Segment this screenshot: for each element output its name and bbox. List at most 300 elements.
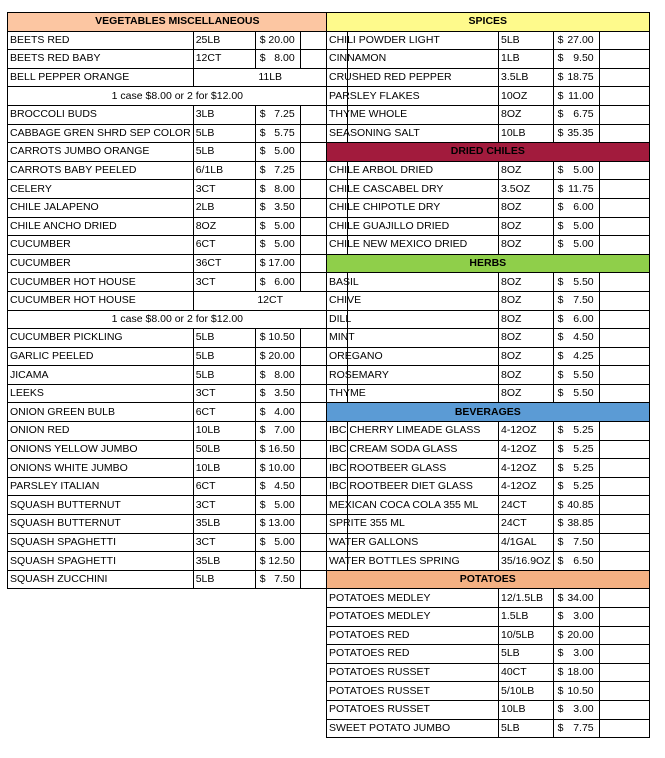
item-size: 5/10LB xyxy=(499,682,554,701)
item-price xyxy=(553,124,599,143)
empty-cell xyxy=(599,366,649,385)
item-row xyxy=(8,124,348,143)
empty-cell xyxy=(599,384,649,403)
price-value xyxy=(258,199,298,216)
item-name: OREGANO xyxy=(327,347,499,366)
price-amount: 7.25 xyxy=(274,108,295,121)
currency-sign: $ xyxy=(259,535,266,548)
price-value xyxy=(556,608,597,625)
empty-cell xyxy=(599,198,649,217)
item-name: GARLIC PEELED xyxy=(8,347,194,366)
item-price xyxy=(553,68,599,87)
empty-cell xyxy=(599,291,649,310)
empty-cell xyxy=(599,87,649,106)
item-price xyxy=(255,422,300,441)
price-value xyxy=(556,701,597,718)
price-amount: 20.00 xyxy=(268,349,295,362)
price-value xyxy=(556,32,597,49)
empty-cell xyxy=(599,589,649,608)
empty-cell xyxy=(599,626,649,645)
item-name: BROCCOLI BUDS xyxy=(8,105,194,124)
price-amount: 7.50 xyxy=(573,535,594,548)
item-row xyxy=(327,180,650,199)
item-row xyxy=(327,440,650,459)
currency-sign: $ xyxy=(557,424,564,437)
item-name: THYME xyxy=(327,384,499,403)
empty-cell xyxy=(599,533,649,552)
price-amount: 4.00 xyxy=(274,405,295,418)
currency-sign: $ xyxy=(259,331,266,344)
price-value xyxy=(258,515,298,532)
item-name: IBC CREAM SODA GLASS xyxy=(327,440,499,459)
currency-sign: $ xyxy=(557,628,564,641)
item-name: THYME WHOLE xyxy=(327,105,499,124)
item-size: 8OZ xyxy=(499,329,554,348)
item-price xyxy=(553,87,599,106)
item-name: CARROTS JUMBO ORANGE xyxy=(8,143,194,162)
price-amount: 6.00 xyxy=(573,312,594,325)
price-amount: 5.50 xyxy=(573,368,594,381)
price-amount: 7.50 xyxy=(573,294,594,307)
empty-cell xyxy=(599,422,649,441)
bev-section-header-row xyxy=(327,403,650,422)
item-row xyxy=(327,87,650,106)
item-row xyxy=(327,552,650,571)
price-amount: 5.25 xyxy=(573,461,594,474)
item-row xyxy=(327,105,650,124)
empty-cell xyxy=(599,719,649,738)
item-name: LEEKS xyxy=(8,384,194,403)
item-row xyxy=(327,682,650,701)
item-price xyxy=(255,236,300,255)
price-amount: 11.75 xyxy=(568,182,594,195)
price-amount: 11.00 xyxy=(568,89,594,102)
potatoes-section-header: POTATOES xyxy=(327,570,650,589)
price-amount: 5.75 xyxy=(274,126,295,139)
price-amount: 18.00 xyxy=(567,666,594,679)
item-size: 10LB xyxy=(193,459,255,478)
empty-cell xyxy=(599,105,649,124)
item-name: CINNAMON xyxy=(327,50,499,69)
item-name: POTATOES MEDLEY xyxy=(327,608,499,627)
empty-cell xyxy=(599,329,649,348)
item-size: 4-12OZ xyxy=(499,422,554,441)
item-name: IBC CHERRY LIMEADE GLASS xyxy=(327,422,499,441)
currency-sign: $ xyxy=(259,164,266,177)
price-amount: 9.50 xyxy=(573,52,594,65)
item-price xyxy=(553,161,599,180)
currency-sign: $ xyxy=(259,573,266,586)
currency-sign: $ xyxy=(259,126,266,139)
item-row xyxy=(8,291,348,310)
item-price xyxy=(553,496,599,515)
price-amount: 3.00 xyxy=(573,703,594,716)
item-price xyxy=(255,515,300,534)
currency-sign: $ xyxy=(259,442,266,455)
item-size: 3CT xyxy=(193,533,255,552)
price-amount: 6.00 xyxy=(573,201,594,214)
item-price xyxy=(553,645,599,664)
item-row xyxy=(8,217,348,236)
item-row xyxy=(327,719,650,738)
item-row xyxy=(8,440,348,459)
potatoes-section-header-row xyxy=(327,570,650,589)
item-name: DILL xyxy=(327,310,499,329)
price-value xyxy=(258,236,298,253)
currency-sign: $ xyxy=(259,480,266,493)
item-name: WATER BOTTLES SPRING xyxy=(327,552,499,571)
price-amount: 5.50 xyxy=(573,387,594,400)
item-price xyxy=(553,347,599,366)
currency-sign: $ xyxy=(259,275,266,288)
price-amount: 10.50 xyxy=(567,684,594,697)
currency-sign: $ xyxy=(557,498,564,511)
price-value xyxy=(258,348,298,365)
item-size: 5LB xyxy=(193,329,255,348)
item-row xyxy=(327,50,650,69)
item-row xyxy=(327,347,650,366)
empty-cell xyxy=(599,645,649,664)
item-size: 5LB xyxy=(193,570,255,589)
item-row xyxy=(8,366,348,385)
item-row xyxy=(8,105,348,124)
item-size: 5LB xyxy=(499,645,554,664)
price-value xyxy=(556,88,597,105)
item-size: 10/5LB xyxy=(499,626,554,645)
item-size: 8OZ xyxy=(499,161,554,180)
item-price xyxy=(553,533,599,552)
item-price xyxy=(553,700,599,719)
dried-section-header-row xyxy=(327,143,650,162)
currency-sign: $ xyxy=(557,368,564,381)
item-size: 8OZ xyxy=(499,105,554,124)
spices-beverages-potatoes-table xyxy=(326,12,650,738)
price-amount: 6.75 xyxy=(573,108,594,121)
currency-sign: $ xyxy=(259,52,266,65)
currency-sign: $ xyxy=(259,257,266,270)
currency-sign: $ xyxy=(557,126,564,139)
currency-sign: $ xyxy=(557,535,564,548)
empty-cell xyxy=(599,50,649,69)
currency-sign: $ xyxy=(557,201,564,214)
item-price xyxy=(553,663,599,682)
item-name: ONION GREEN BULB xyxy=(8,403,194,422)
price-value xyxy=(556,515,597,532)
item-price xyxy=(553,552,599,571)
price-value xyxy=(556,441,597,458)
item-name: SQUASH SPAGHETTI xyxy=(8,533,194,552)
vegetables-misc-table xyxy=(7,12,348,589)
price-amount: 5.00 xyxy=(573,238,594,251)
item-size: 2LB xyxy=(193,198,255,217)
price-value xyxy=(556,478,597,495)
item-size: 8OZ xyxy=(499,236,554,255)
item-size: 10OZ xyxy=(499,87,554,106)
price-value xyxy=(556,590,597,607)
price-amount: 5.50 xyxy=(573,275,594,288)
price-value xyxy=(556,311,597,328)
herbs-section-header: HERBS xyxy=(327,254,650,273)
item-price xyxy=(553,515,599,534)
item-row xyxy=(327,533,650,552)
item-name: POTATOES MEDLEY xyxy=(327,589,499,608)
price-amount: 40.85 xyxy=(567,498,594,511)
empty-cell xyxy=(599,347,649,366)
item-name: POTATOES RUSSET xyxy=(327,682,499,701)
item-price xyxy=(553,719,599,738)
item-size: 35/16.9OZ xyxy=(499,552,554,571)
price-amount: 6.50 xyxy=(573,554,594,567)
empty-cell xyxy=(599,31,649,50)
item-row xyxy=(327,366,650,385)
currency-sign: $ xyxy=(259,554,266,567)
item-size: 3CT xyxy=(193,384,255,403)
currency-sign: $ xyxy=(557,33,564,46)
item-price xyxy=(553,422,599,441)
item-name: SWEET POTATO JUMBO xyxy=(327,719,499,738)
empty-cell xyxy=(599,124,649,143)
price-value xyxy=(258,125,298,142)
item-size: 6CT xyxy=(193,236,255,255)
currency-sign: $ xyxy=(259,387,266,400)
currency-sign: $ xyxy=(557,182,564,195)
price-value xyxy=(556,422,597,439)
item-name: IBC ROOTBEER DIET GLASS xyxy=(327,477,499,496)
price-value xyxy=(258,385,298,402)
item-size: 5LB xyxy=(193,143,255,162)
item-size: 1LB xyxy=(499,50,554,69)
price-amount: 13.00 xyxy=(268,517,295,530)
item-name: SQUASH ZUCCHINI xyxy=(8,570,194,589)
price-amount: 3.50 xyxy=(274,387,295,400)
item-name: BASIL xyxy=(327,273,499,292)
item-price xyxy=(255,143,300,162)
item-size: 8OZ xyxy=(499,198,554,217)
empty-cell xyxy=(599,310,649,329)
price-value xyxy=(556,162,597,179)
item-price xyxy=(553,682,599,701)
item-price xyxy=(553,626,599,645)
price-value xyxy=(258,162,298,179)
item-name: SQUASH SPAGHETTI xyxy=(8,552,194,571)
price-value xyxy=(556,50,597,67)
item-name: CABBAGE GREN SHRD SEP COLOR xyxy=(8,124,194,143)
item-price xyxy=(553,105,599,124)
price-value xyxy=(556,553,597,570)
price-value xyxy=(556,385,597,402)
item-size: 3CT xyxy=(193,273,255,292)
price-amount: 17.00 xyxy=(268,257,295,270)
item-size: 6/1LB xyxy=(193,161,255,180)
price-value xyxy=(258,571,298,588)
item-price xyxy=(553,217,599,236)
item-name: PARSLEY ITALIAN xyxy=(8,477,194,496)
price-value xyxy=(556,534,597,551)
price-amount: 5.25 xyxy=(573,442,594,455)
item-row xyxy=(327,663,650,682)
price-amount: 27.00 xyxy=(567,33,594,46)
price-amount: 20.00 xyxy=(268,33,295,46)
item-price xyxy=(553,236,599,255)
item-name: CHILE ARBOL DRIED xyxy=(327,161,499,180)
price-value xyxy=(556,125,597,142)
price-value xyxy=(556,69,597,86)
item-price xyxy=(255,403,300,422)
item-row xyxy=(327,626,650,645)
vegetables-misc-header: VEGETABLES MISCELLANEOUS xyxy=(8,13,348,32)
item-size: 5LB xyxy=(499,719,554,738)
currency-sign: $ xyxy=(557,219,564,232)
item-row xyxy=(8,161,348,180)
price-value xyxy=(258,329,298,346)
item-size: 8OZ xyxy=(193,217,255,236)
price-amount: 3.00 xyxy=(573,610,594,623)
item-row xyxy=(327,68,650,87)
currency-sign: $ xyxy=(557,108,564,121)
price-value xyxy=(556,199,597,216)
vegetables-misc-header-row xyxy=(8,13,348,32)
item-row xyxy=(327,515,650,534)
item-price xyxy=(255,31,300,50)
item-size: 10LB xyxy=(193,422,255,441)
item-price xyxy=(255,161,300,180)
item-name: CHIVE xyxy=(327,291,499,310)
item-name: ROSEMARY xyxy=(327,366,499,385)
price-amount: 8.00 xyxy=(274,52,295,65)
currency-sign: $ xyxy=(557,312,564,325)
price-amount: 10.50 xyxy=(268,331,295,344)
item-price xyxy=(553,440,599,459)
item-price xyxy=(553,329,599,348)
item-price xyxy=(553,31,599,50)
item-size: 8OZ xyxy=(499,366,554,385)
item-row xyxy=(327,477,650,496)
item-row xyxy=(8,515,348,534)
empty-cell xyxy=(599,68,649,87)
item-size: 8OZ xyxy=(499,217,554,236)
price-amount: 38.85 xyxy=(567,517,594,530)
price-value xyxy=(556,106,597,123)
item-name: POTATOES RED xyxy=(327,645,499,664)
currency-sign: $ xyxy=(557,721,564,734)
item-size: 6CT xyxy=(193,403,255,422)
item-price xyxy=(255,533,300,552)
currency-sign: $ xyxy=(259,201,266,214)
item-row xyxy=(327,236,650,255)
item-price xyxy=(255,105,300,124)
price-value xyxy=(556,683,597,700)
item-row xyxy=(327,124,650,143)
price-amount: 10.00 xyxy=(268,461,295,474)
item-size: 8OZ xyxy=(499,273,554,292)
item-row xyxy=(8,477,348,496)
price-value xyxy=(556,720,597,737)
item-size: 24CT xyxy=(499,496,554,515)
currency-sign: $ xyxy=(259,145,266,158)
item-row xyxy=(8,347,348,366)
item-size: 25LB xyxy=(193,31,255,50)
empty-cell xyxy=(599,440,649,459)
item-row xyxy=(8,50,348,69)
item-name: CUCUMBER xyxy=(8,254,194,273)
price-value xyxy=(556,627,597,644)
currency-sign: $ xyxy=(557,442,564,455)
currency-sign: $ xyxy=(259,33,266,46)
price-value xyxy=(258,143,298,160)
item-size: 8OZ xyxy=(499,347,554,366)
bev-section-header: BEVERAGES xyxy=(327,403,650,422)
item-row xyxy=(8,310,348,329)
currency-sign: $ xyxy=(259,424,266,437)
price-amount: 5.00 xyxy=(274,498,295,511)
item-size: 12CT xyxy=(193,291,347,310)
item-name: IBC ROOTBEER GLASS xyxy=(327,459,499,478)
item-name: WATER GALLONS xyxy=(327,533,499,552)
currency-sign: $ xyxy=(557,703,564,716)
price-amount: 7.00 xyxy=(274,424,295,437)
price-amount: 5.00 xyxy=(274,145,295,158)
price-amount: 20.00 xyxy=(567,628,594,641)
item-row xyxy=(8,87,348,106)
item-row xyxy=(327,273,650,292)
item-name: CELERY xyxy=(8,180,194,199)
price-amount: 12.50 xyxy=(268,554,295,567)
item-size: 40CT xyxy=(499,663,554,682)
item-row xyxy=(8,384,348,403)
price-value xyxy=(258,255,298,272)
item-price xyxy=(255,254,300,273)
item-row xyxy=(8,329,348,348)
currency-sign: $ xyxy=(557,591,564,604)
item-name: MEXICAN COCA COLA 355 ML xyxy=(327,496,499,515)
price-value xyxy=(258,50,298,67)
item-name: CARROTS BABY PEELED xyxy=(8,161,194,180)
price-value xyxy=(258,441,298,458)
item-name: BEETS RED BABY xyxy=(8,50,194,69)
vegetables-misc-body xyxy=(8,13,348,589)
item-size: 12CT xyxy=(193,50,255,69)
item-name: CHILE NEW MEXICO DRIED xyxy=(327,236,499,255)
item-name: CUCUMBER xyxy=(8,236,194,255)
price-value xyxy=(556,367,597,384)
item-row xyxy=(327,217,650,236)
price-amount: 34.00 xyxy=(567,591,594,604)
item-size: 4/1GAL xyxy=(499,533,554,552)
price-value xyxy=(556,460,597,477)
item-size: 4-12OZ xyxy=(499,459,554,478)
item-size: 3LB xyxy=(193,105,255,124)
item-row xyxy=(8,273,348,292)
item-price xyxy=(255,552,300,571)
item-price xyxy=(255,124,300,143)
price-value xyxy=(258,32,298,49)
price-amount: 18.75 xyxy=(567,71,594,84)
item-size: 11LB xyxy=(193,68,347,87)
currency-sign: $ xyxy=(557,275,564,288)
price-amount: 8.00 xyxy=(274,182,295,195)
item-row xyxy=(327,310,650,329)
empty-cell xyxy=(599,180,649,199)
currency-sign: $ xyxy=(259,108,266,121)
price-value xyxy=(258,367,298,384)
item-price xyxy=(255,496,300,515)
spices-section-header-row xyxy=(327,13,650,32)
item-name: PARSLEY FLAKES xyxy=(327,87,499,106)
price-value xyxy=(258,553,298,570)
item-size: 6CT xyxy=(193,477,255,496)
item-price xyxy=(255,459,300,478)
price-value xyxy=(556,348,597,365)
